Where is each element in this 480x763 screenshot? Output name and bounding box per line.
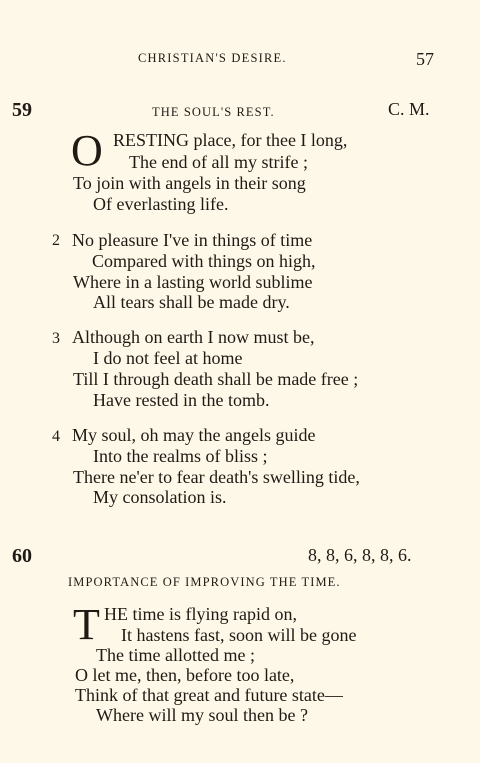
hymn-60-line-6: Where will my soul then be ?	[96, 705, 308, 725]
hymn-59-v1-line-2: The end of all my strife ;	[129, 152, 308, 172]
hymn-60-line-5: Think of that great and future state—	[75, 685, 343, 705]
hymn-60-line-4: O let me, then, before too late,	[75, 665, 295, 685]
hymn-60-number: 60	[12, 545, 32, 567]
hymn-59-v4-line-4: My consolation is.	[93, 487, 227, 507]
hymn-59-v3-line-2: I do not feel at home	[93, 348, 243, 368]
page-number: 57	[416, 49, 434, 69]
hymn-59-v2-line-1: No pleasure I've in things of time	[72, 230, 313, 250]
hymn-59-v3-line-3: Till I through death shall be made free ;	[73, 369, 359, 389]
hymn-59-meter: C. M.	[388, 99, 430, 119]
running-head: CHRISTIAN'S DESIRE.	[138, 51, 287, 65]
hymn-59-v4-line-3: There ne'er to fear death's swelling tide,	[73, 467, 360, 487]
hymn-59-v2-line-2: Compared with things on high,	[92, 251, 316, 271]
hymn-59-v1-line-1: RESTING place, for thee I long,	[113, 130, 348, 150]
hymn-60-line-1: HE time is flying rapid on,	[104, 604, 297, 624]
hymn-59-v3-line-4: Have rested in the tomb.	[93, 390, 270, 410]
hymn-59-v2-line-4: All tears shall be made dry.	[93, 292, 290, 312]
hymn-59-v1-line-3: To join with angels in their song	[73, 173, 306, 193]
hymn-59-v3-number: 3	[52, 330, 60, 347]
hymn-59-v4-line-2: Into the realms of bliss ;	[93, 446, 268, 466]
hymn-60-meter: 8, 8, 6, 8, 8, 6.	[308, 545, 412, 565]
hymn-59-v4-line-1: My soul, oh may the angels guide	[72, 425, 316, 445]
hymn-59-v4-number: 4	[52, 428, 60, 445]
hymn-59-number: 59	[12, 99, 32, 121]
hymn-60-line-2: It hastens fast, soon will be gone	[121, 625, 357, 645]
hymn-60-title: IMPORTANCE OF IMPROVING THE TIME.	[68, 575, 341, 589]
hymn-59-title: THE SOUL'S REST.	[152, 105, 275, 119]
hymn-60-drop-cap: T	[73, 600, 100, 649]
hymn-59-v2-number: 2	[52, 232, 60, 249]
hymn-59-v1-line-4: Of everlasting life.	[93, 194, 229, 214]
hymn-59-drop-cap: O	[71, 126, 103, 175]
hymn-60-line-3: The time allotted me ;	[96, 645, 255, 665]
hymn-59-v2-line-3: Where in a lasting world sublime	[73, 272, 313, 292]
hymn-59-v3-line-1: Although on earth I now must be,	[72, 327, 315, 347]
